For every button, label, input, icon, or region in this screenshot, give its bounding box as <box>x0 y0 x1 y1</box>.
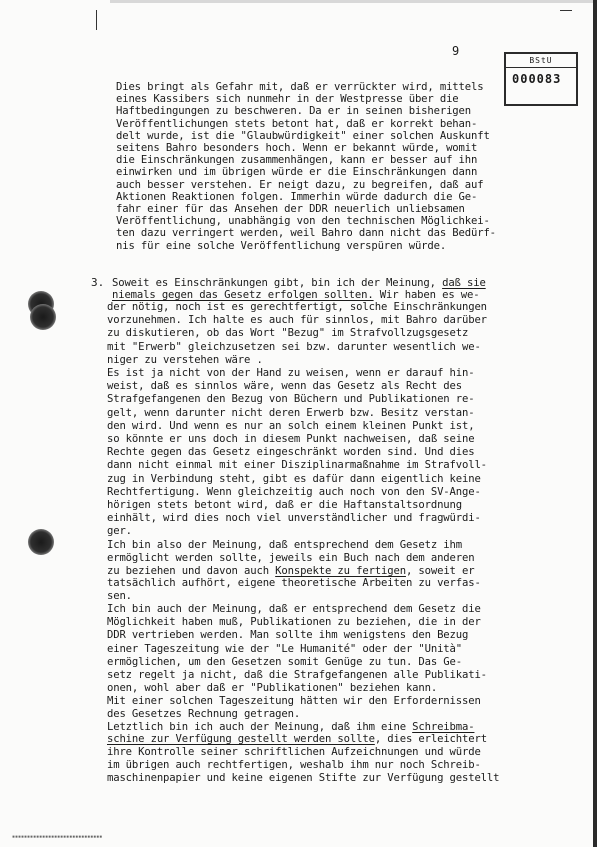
text-line: Mit einer solchen Tageszeitung hätten wir den Erfordernissen <box>107 694 481 707</box>
text-run: Soweit es Einschränkungen gibt, bin ich der Meinung, <box>112 277 443 289</box>
schreib-line-2 <box>107 733 487 745</box>
section-3-line-2 <box>112 289 479 301</box>
text-run: Wir haben es we- <box>373 289 480 301</box>
text-line: dann nicht einmal mit einer Disziplinarmaßnahme im Strafvoll- <box>107 459 487 472</box>
text-line: ger. <box>107 525 132 538</box>
text-line: Aktionen Reaktionen folgen. Immerhin würde dadurch die Ge- <box>116 190 478 203</box>
text-line: ermöglicht werden sollte, jeweils ein Buch nach dem anderen <box>107 551 475 564</box>
text-line: Haftbedingungen zu beschweren. Da er in seinen bisherigen <box>116 105 471 118</box>
text-line: ermöglichen, um den Gesetzen somit Genüge zu tun. Das Ge- <box>107 655 462 668</box>
section-number: 3. <box>91 276 105 289</box>
text-line: Veröffentlichungen stets betont hat, daß er korrekt behan- <box>116 117 478 130</box>
text-line: ten dazu verringert werden, weil Bahro dann nicht das Bedürf- <box>116 227 496 240</box>
text-line: Ich bin also der Meinung, daß entsprechend dem Gesetz ihm <box>107 538 462 551</box>
text-line: auch besser verstehen. Er neigt dazu, zu begreifen, daß auf <box>116 178 484 191</box>
text-line: einer Tageszeitung wie der "Le Humanité" oder der "Unità" <box>107 642 462 655</box>
text-line: delt wurde, ist die "Glaubwürdigkeit" einer solchen Auskunft <box>116 129 490 142</box>
text-line: Ich bin auch der Meinung, daß er entsprechend dem Gesetz die <box>107 603 481 616</box>
text-line: mit "Erwerb" gleichzusetzen sei bzw. darunter wesentlich we- <box>107 340 481 353</box>
text-line: tatsächlich aufhört, eigene theoretische Arbeiten zu verfas- <box>107 577 481 589</box>
scan-footer-mark: ▪▪▪▪▪▪▪▪▪▪▪▪▪▪▪▪▪▪▪▪▪▪▪▪▪▪▪▪▪▪ <box>12 834 103 840</box>
text-line: weist, daß es sinnlos wäre, wenn das Gesetz als Recht des <box>107 380 462 393</box>
text-line: einwirken und im übrigen würde er die Einschränkungen dann <box>116 166 478 179</box>
text-line: einhält, wird dies noch viel unverständlicher und fragwürdi- <box>107 512 481 525</box>
underlined-text: niemals gegen das Gesetz erfolgen sollten. <box>112 289 374 301</box>
text-line: gelt, wenn darunter nicht deren Erwerb bzw. Besitz verstan- <box>107 406 475 419</box>
text-line: nis für eine solche Veröffentlichung verspüren würde. <box>116 239 447 252</box>
text-line: des Gesetzes Rechnung getragen. <box>107 708 301 720</box>
scan-edge-right <box>593 0 597 847</box>
text-run: , dies erleichtert <box>374 733 487 745</box>
text-line: seitens Bahro besonders hoch. Wenn er bekannt würde, womit <box>116 142 478 154</box>
section-3-line-1 <box>112 277 486 289</box>
konspekte-line <box>107 565 474 577</box>
text-line: Rechte gegen das Gesetz eingeschränkt worden sind. Und dies <box>107 446 475 459</box>
text-line: onen, wohl aber daß er "Publikationen" beziehen kann. <box>107 681 438 694</box>
text-line: setz regelt ja nicht, daß die Strafgefangenen alle Publikati- <box>107 668 487 681</box>
underlined-text: daß sie <box>442 277 486 289</box>
archive-stamp <box>504 52 578 106</box>
text-line: zug in Verbindung steht, gibt es dafür dann eigentlich keine <box>107 472 481 485</box>
underlined-text: Konspekte zu fertigen <box>275 565 406 577</box>
underlined-text: schine zur Verfügung gestellt werden sollte <box>107 733 375 745</box>
text-line: Rechtfertigung. Wenn gleichzeitig auch noch von den SV-Ange- <box>107 485 481 498</box>
text-line: maschinenpapier und keine eigenen Stifte zur Verfügung gestellt <box>107 772 500 784</box>
page-number: 9 <box>452 44 460 58</box>
text-line: Veröffentlichung, unabhängig von den technischen Möglichkei- <box>116 215 490 228</box>
text-line: so könnte er uns doch in diesem Punkt nachweisen, daß seine <box>107 433 475 445</box>
text-line: fahr einer für das Ansehen der DDR neuerlich unliebsamen <box>116 203 465 215</box>
text-line: hörigen stets betont wird, daß er die Haftanstaltsordnung <box>107 499 462 511</box>
text-line: Möglichkeit haben muß, Publikationen zu beziehen, die in der <box>107 616 481 629</box>
schreib-line-1 <box>107 721 474 733</box>
text-line: die Einschränkungen zusammenhängen, kann er besser auf ihn <box>116 154 478 167</box>
scan-edge-top <box>110 0 597 3</box>
stamp-number: 000083 <box>512 72 562 86</box>
text-line: vorzunehmen. Ich halte es auch für sinnlos, mit Bahro darüber <box>107 314 487 327</box>
stamp-header: BStU <box>506 54 576 68</box>
text-line: Es ist ja nicht von der Hand zu weisen, wenn er darauf hin- <box>107 367 475 379</box>
text-line: den wird. Und wenn es nur an solch einem kleinen Punkt ist, <box>107 419 475 432</box>
text-line: niger zu verstehen wäre . <box>107 353 263 366</box>
text-line: Dies bringt als Gefahr mit, daß er verrückter wird, mittels <box>116 81 484 93</box>
text-line: zu diskutieren, ob das Wort "Bezug" im Strafvollzugsgesetz <box>107 327 469 340</box>
text-line: im übrigen auch rechtfertigen, weshalb ihm nur noch Schreib- <box>107 759 481 771</box>
punch-hole-upper-shadow <box>30 304 56 330</box>
text-line: DDR vertrieben werden. Man sollte ihm wenigstens den Bezug <box>107 629 469 642</box>
margin-mark <box>560 10 572 11</box>
text-line: der nötig, noch ist es gerechtfertigt, solche Einschränkungen <box>107 301 487 313</box>
text-run: , soweit er <box>405 565 475 577</box>
text-line: sen. <box>107 590 132 603</box>
punch-hole-lower <box>28 529 54 555</box>
underlined-text: Schreibma- <box>412 721 475 733</box>
margin-mark <box>96 10 97 30</box>
text-run: zu beziehen und davon auch <box>107 565 276 577</box>
text-run: Letztlich bin ich auch der Meinung, daß ihm eine <box>107 721 413 733</box>
text-line: ihre Kontrolle seiner schriftlichen Aufzeichnungen und würde <box>107 746 481 758</box>
text-line: eines Kassibers sich nunmehr in der Westpresse über die <box>116 93 459 106</box>
text-line: Strafgefangenen den Bezug von Büchern und Publikationen re- <box>107 393 475 406</box>
